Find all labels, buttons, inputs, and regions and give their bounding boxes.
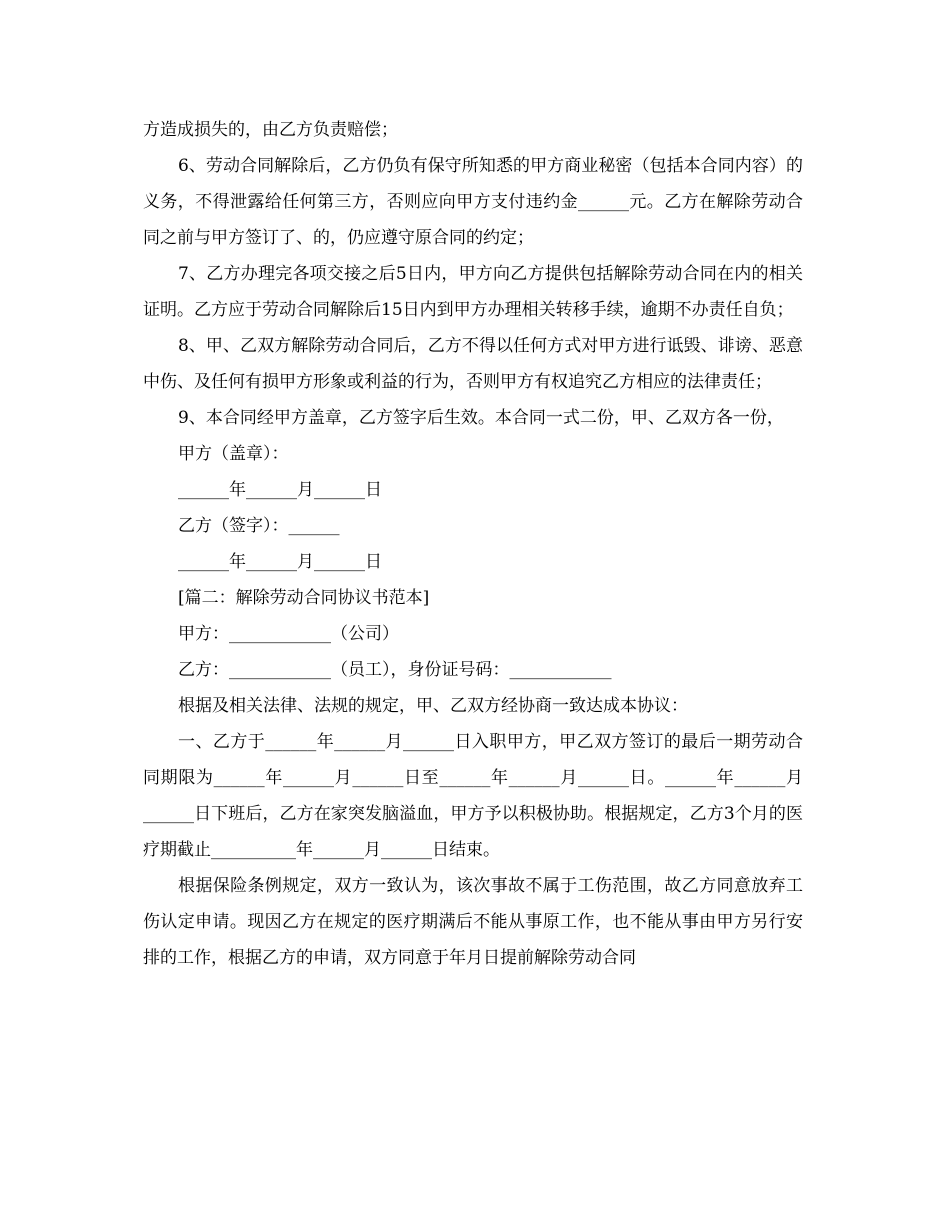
agreement-clause-1: 一、乙方于______年______月______日入职甲方，甲乙双方签订的最后一期劳动合同期限为______年______月______日至______年______月______日。______年______月______日下班后，乙方在家突发脑溢血，甲方予以积极协助。根据规定，乙方3个月的医疗期截止__________年______月______日结束。 [143, 732, 803, 860]
paragraph-continuation: 方造成损失的，由乙方负责赔偿； [143, 120, 398, 140]
clause-6: 6、劳动合同解除后，乙方仍负有保守所知悉的甲方商业秘密（包括本合同内容）的义务，不得泄露给任何第三方，否则应向甲方支付违约金______元。乙方在解除劳动合同之前与甲方签订了、的，仍应遵守原合同的约定； [143, 156, 803, 248]
agreement-clause-insurance: 根据保险条例规定，双方一致认为，该次事故不属于工伤范围，故乙方同意放弃工伤认定申请。现因乙方在规定的医疗期满后不能从事原工作，也不能从事由甲方另行安排的工作，根据乙方的申请，双方同意于年月日提前解除劳动合同 [143, 876, 803, 968]
party-b-employee-line: 乙方：____________（员工），身份证号码：____________ [178, 660, 612, 680]
clause-7: 7、乙方办理完各项交接之后5日内，甲方向乙方提供包括解除劳动合同在内的相关证明。乙方应于劳动合同解除后15日内到甲方办理相关转移手续，逾期不办责任自负； [143, 264, 803, 320]
party-a-date-line: ______年______月______日 [178, 480, 382, 500]
clause-9: 9、本合同经甲方盖章，乙方签字后生效。本合同一式二份，甲、乙双方各一份， [178, 408, 784, 428]
party-a-seal-label: 甲方（盖章）： [178, 444, 289, 464]
party-b-signature-label: 乙方（签字）：______ [178, 516, 340, 536]
party-b-date-line: ______年______月______日 [178, 552, 382, 572]
clause-8: 8、甲、乙双方解除劳动合同后，乙方不得以任何方式对甲方进行诋毁、诽谤、恶意中伤、及任何有损甲方形象或利益的行为，否则甲方有权追究乙方相应的法律责任； [143, 336, 803, 392]
document-body [143, 112, 803, 976]
party-a-company-line: 甲方：____________（公司） [178, 624, 399, 644]
section-heading: [篇二：解除劳动合同协议书范本] [178, 588, 430, 608]
agreement-intro: 根据及相关法律、法规的规定，甲、乙双方经协商一致达成本协议： [178, 696, 688, 716]
